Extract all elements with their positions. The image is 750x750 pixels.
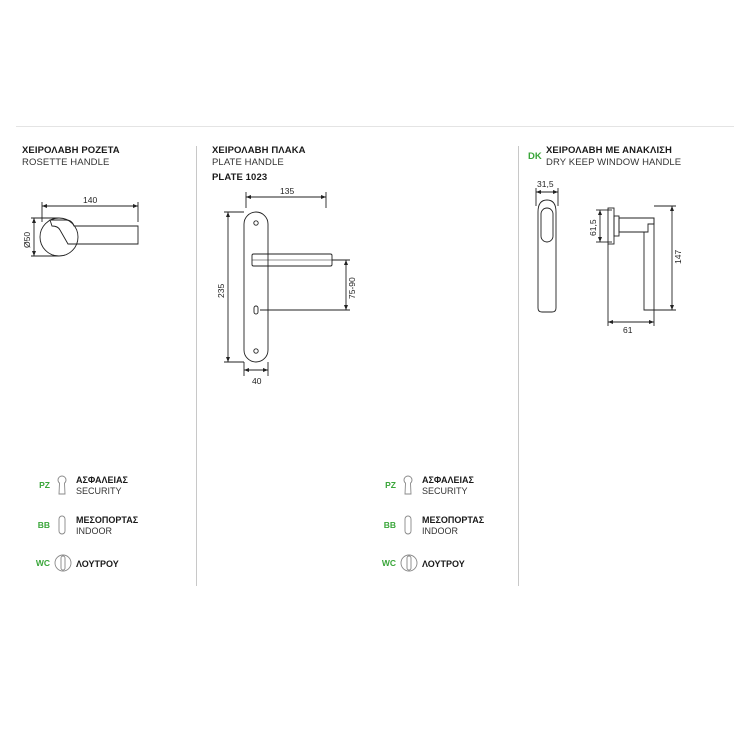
legend-item-bb [20,514,200,540]
plate-title-gr: ΧΕΙΡΟΛΑΒΗ ΠΛΑΚΑ [212,145,306,156]
window-top-width-dim: 31,5 [537,179,554,189]
legend-code: WC [381,558,396,568]
wc-thumbturn-icon [54,552,72,576]
legend-label-en: SECURITY [422,486,468,496]
plate-handle-header [212,145,306,184]
window-title-gr: ΧΕΙΡΟΛΑΒΗ ΜΕ ΑΝΑΚΛΙΣΗ [546,145,672,156]
legend-item-pz [20,474,200,500]
euro-cylinder-keyhole-icon [54,474,70,498]
plate-handle-drawing [210,186,360,391]
legend-code: BB [383,520,396,530]
legend-left [20,474,200,574]
window-height-dim: 147 [673,249,683,264]
legend-text [76,515,138,537]
dk-code: DK [528,151,542,162]
legend-label-gr: ΛΟΥΤΡΟΥ [76,559,119,569]
bit-key-slot-icon [400,514,416,538]
legend-text [422,559,465,570]
legend-center [366,474,546,574]
legend-item-wc [366,552,546,578]
window-handle-header [546,145,681,169]
legend-label-gr: ΜΕΣΟΠΟΡΤΑΣ [76,515,139,525]
rosette-length-dim: 140 [83,195,98,205]
wc-thumbturn-icon [400,552,418,576]
legend-code: BB [37,520,50,530]
legend-label-gr: ΑΣΦΑΛΕΙΑΣ [76,475,128,485]
plate-title-en: PLATE HANDLE [212,157,284,168]
legend-label-gr: ΜΕΣΟΠΟΡΤΑΣ [422,515,485,525]
legend-code: PZ [39,480,50,490]
window-handle-drawing [522,178,692,338]
legend-item-pz [366,474,546,500]
legend-text [422,475,474,497]
rosette-title-en: ROSETTE HANDLE [22,157,110,168]
window-depth-dim: 61 [623,325,633,335]
legend-label-gr: ΛΟΥΤΡΟΥ [422,559,465,569]
legend-code: WC [35,558,50,568]
rosette-diameter-dim: Ø50 [22,231,32,248]
bit-key-slot-icon [54,514,70,538]
legend-label-en: INDOOR [422,526,458,536]
legend-label-en: SECURITY [76,486,122,496]
legend-label-gr: ΑΣΦΑΛΕΙΑΣ [422,475,474,485]
legend-item-wc [20,552,200,578]
rosette-title-gr: ΧΕΙΡΟΛΑΒΗ ΡΟΖΕΤΑ [22,145,120,156]
plate-width-dim: 40 [252,376,262,386]
legend-text [76,475,128,497]
top-rule [16,126,734,127]
plate-height-dim: 235 [216,283,226,298]
rosette-handle-header [22,145,120,169]
plate-model: PLATE 1023 [212,172,268,183]
legend-text [76,559,119,570]
euro-cylinder-keyhole-icon [400,474,416,498]
window-rose-height-dim: 61,5 [588,219,598,236]
plate-spacing-dim: 75-90 [347,277,357,299]
legend-code: PZ [385,480,396,490]
legend-label-en: INDOOR [76,526,112,536]
legend-text [422,515,484,537]
window-title-en: DRY KEEP WINDOW HANDLE [546,157,682,168]
legend-item-bb [366,514,546,540]
plate-length-dim: 135 [280,186,295,196]
rosette-handle-drawing [14,192,154,264]
